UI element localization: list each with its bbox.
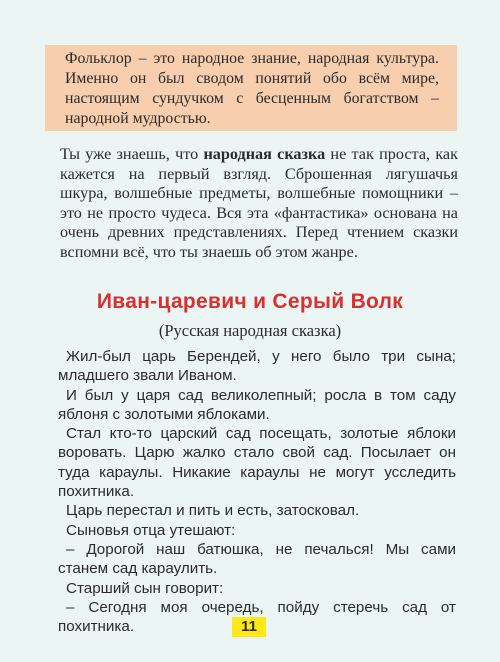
story-paragraph: Сыновья отца утешают: <box>66 521 236 539</box>
story-paragraph: Жил-был царь Берендей, у него было три сына; младшего звали Иваном. <box>58 348 456 385</box>
intro-paragraph <box>60 145 458 263</box>
story-paragraph: Старший сын говорит: <box>66 579 224 597</box>
story-paragraph: Царь перестал и пить и есть, затосковал. <box>66 502 360 520</box>
info-box <box>45 45 457 131</box>
intro-text-end: не так проста, как кажется на первый взгляд. Сброшенная лягушачья шкура, волшебные предметы, волшебные помощники – это не просто чудеса. Вся эта «фантастика» основана на очень древних представлениях. Перед чтением сказки вспомни всё, что ты знаешь об этом жанре. <box>60 145 458 261</box>
intro-bold-term: народная сказка <box>203 145 326 163</box>
story-paragraph: – Сегодня моя очередь, пойду стеречь сад от похитника. <box>58 598 456 636</box>
page-number: 11 <box>232 617 266 637</box>
story-paragraph: Стал кто-то царский сад посещать, золотые яблоки воровать. Царю жалко стало свой сад. Посылает он туда караулы. Никакие караулы не могут усследить похитника. <box>58 425 456 501</box>
story-paragraph: И был у царя сад великолепный; росла в том саду яблоня с золотыми яблоками. <box>58 386 456 423</box>
info-box-text: Фольклор – это народное знание, народная культура. Именно он был сводом понятий обо всём мире, настоящим сундучком с бесценным богатством – народной мудростью. <box>65 50 439 127</box>
story-subtitle: (Русская народная сказка) <box>158 321 342 340</box>
story-paragraph: – Дорогой наш батюшка, не печалься! Мы сами станем сад караулить. <box>58 540 456 578</box>
story-text <box>58 347 456 636</box>
story-title: Иван-царевич и Серый Волк <box>96 290 404 313</box>
intro-text-start: Ты уже знаешь, что <box>60 145 204 163</box>
